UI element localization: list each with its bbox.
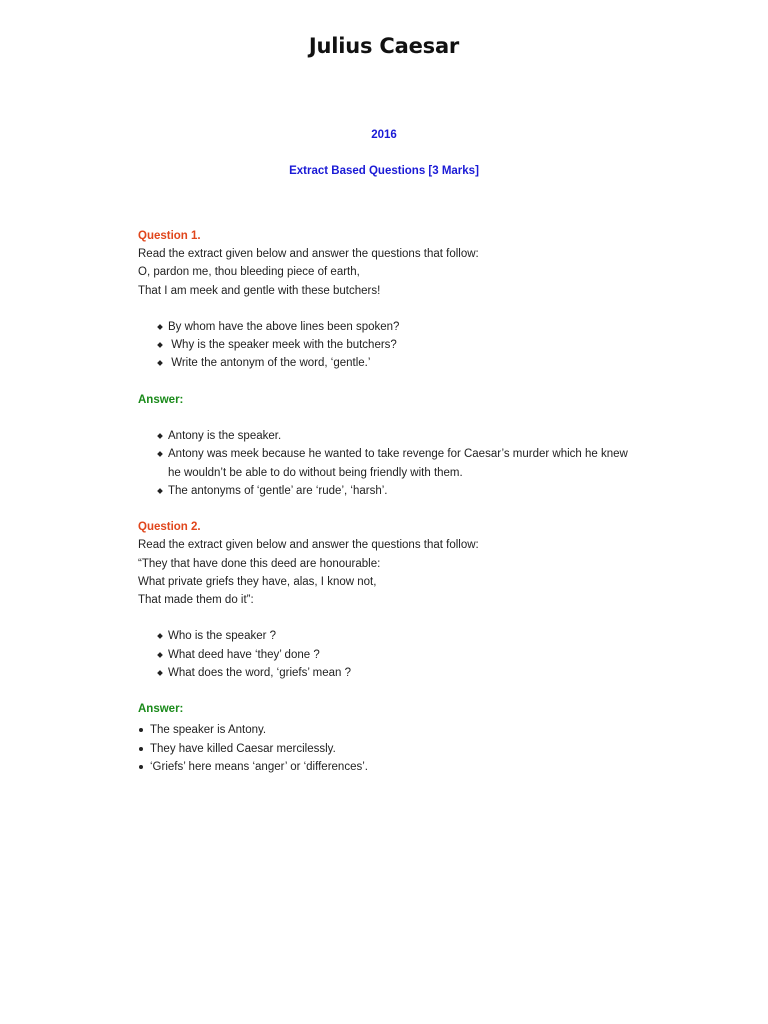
extract-line: “They that have done this deed are honourable:: [138, 557, 381, 570]
content-body: [138, 227, 628, 776]
question-item: Why is the speaker meek with the butchers?: [138, 336, 628, 354]
answer-list: [138, 721, 628, 776]
answer-item: Antony was meek because he wanted to take revenge for Caesar’s murder which he knew he wouldn’t be able to do without being friendly with them.: [138, 445, 628, 481]
extract-line: That I am meek and gentle with these butchers!: [138, 284, 381, 297]
extract-line: What private griefs they have, alas, I know not,: [138, 575, 377, 588]
question-item: Who is the speaker ?: [138, 627, 628, 645]
page-title: Julius Caesar: [308, 34, 460, 58]
question-item: What deed have ‘they’ done ?: [138, 646, 628, 664]
answer-heading: Answer:: [138, 703, 184, 716]
question-heading: Question 1.: [138, 230, 201, 242]
question-list: [138, 627, 628, 682]
answer-item: The speaker is Antony.: [138, 721, 628, 739]
question-block: [138, 518, 628, 776]
question-block: [138, 227, 628, 500]
section-subtitle: Extract Based Questions [3 Marks]: [289, 165, 479, 177]
question-intro: Read the extract given below and answer the questions that follow:: [138, 539, 479, 552]
question-list: [138, 318, 628, 373]
answer-item: Antony is the speaker.: [138, 427, 628, 445]
question-item: Write the antonym of the word, ‘gentle.’: [138, 354, 628, 372]
extract-line: That made them do it”:: [138, 594, 254, 606]
answer-item: They have killed Caesar mercilessly.: [138, 740, 628, 758]
answer-heading: Answer:: [138, 393, 184, 406]
extract-line: O, pardon me, thou bleeding piece of earth,: [138, 266, 360, 279]
answer-item: ‘Griefs’ here means ‘anger’ or ‘differences’.: [138, 758, 628, 776]
question-intro: Read the extract given below and answer the questions that follow:: [138, 248, 479, 261]
answer-item: The antonyms of ‘gentle’ are ‘rude’, ‘harsh’.: [138, 482, 628, 500]
year-heading: 2016: [371, 129, 397, 141]
answer-list: [138, 427, 628, 500]
question-item: What does the word, ‘griefs’ mean ?: [138, 664, 628, 682]
question-heading: Question 2.: [138, 521, 201, 534]
question-item: By whom have the above lines been spoken?: [138, 318, 628, 336]
